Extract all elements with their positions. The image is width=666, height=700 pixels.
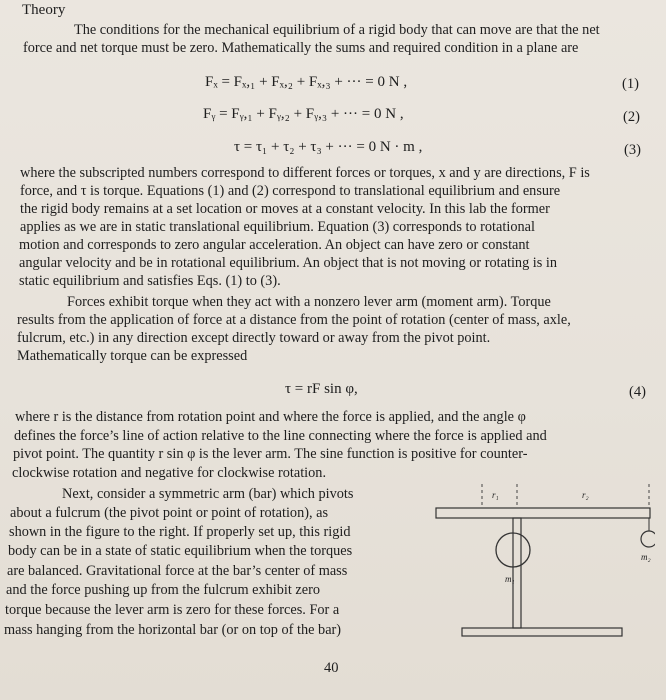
text-line: Next, consider a symmetric arm (bar) which pivots	[62, 486, 354, 502]
text-line: mass hanging from the horizontal bar (or on top of the bar)	[4, 622, 342, 638]
text-line: Forces exhibit torque when they act with a nonzero lever arm (moment arm). Torque	[67, 294, 551, 310]
text-line: static equilibrium and satisfies Eqs. (1) to (3).	[19, 273, 281, 289]
text-line: where the subscripted numbers correspond to different forces or torques, x and y are directions, F is	[20, 165, 590, 181]
text-line: about a fulcrum (the pivot point or point of rotation), as	[10, 505, 329, 521]
text-line: angular velocity and be in rotational equilibrium. An object that is not moving or rotating is in	[19, 255, 558, 271]
text-line: The conditions for the mechanical equilibrium of a rigid body that can move are that the net	[74, 22, 600, 38]
text-line: where r is the distance from rotation point and where the force is applied, and the angle φ	[15, 409, 526, 425]
text-line: applies as we are in static translational equilibrium. Equation (3) corresponds to rotational	[20, 219, 535, 235]
mass-m2	[641, 531, 655, 547]
equation-number-3: (3)	[624, 142, 641, 158]
text-line: force, and τ is torque. Equations (1) and (2) correspond to translational equilibrium and ensure	[20, 183, 561, 199]
equation-number-4: (4)	[629, 384, 646, 400]
text-line: pivot point. The quantity r sin φ is the lever arm. The sine function is positive for counter-	[13, 446, 528, 462]
text-line: torque because the lever arm is zero for these forces. For a	[5, 602, 340, 618]
text-line: clockwise rotation and negative for clockwise rotation.	[12, 465, 327, 481]
horizontal-bar	[436, 508, 650, 518]
text-line: defines the force’s line of action relative to the line connecting where the force is applied and	[14, 428, 547, 444]
text-line: and the force pushing up from the fulcrum exhibit zero	[6, 582, 321, 598]
equation-number-1: (1)	[622, 76, 639, 92]
fulcrum-base	[462, 628, 622, 636]
label-m1: m₁	[505, 574, 515, 584]
text-line: shown in the figure to the right. If properly set up, this rigid	[9, 524, 351, 540]
label-r2: r₂	[582, 490, 589, 500]
text-line: are balanced. Gravitational force at the bar’s center of mass	[7, 563, 348, 579]
text-line: motion and corresponds to zero angular acceleration. An object can have zero or constant	[19, 237, 530, 253]
text-line: the rigid body remains at a set location or moves at a constant velocity. In this lab the former	[20, 201, 550, 217]
text-line: body can be in a state of static equilibrium when the torques	[8, 543, 353, 559]
label-m2: m₂	[641, 552, 651, 562]
equation-1: Fₓ = Fₓ,₁ + Fₓ,₂ + Fₓ,₃ + ··· = 0 N ,	[205, 74, 408, 90]
text-line: force and net torque must be zero. Mathematically the sums and required condition in a plane are	[23, 40, 579, 56]
text-line: results from the application of force at a distance from the point of rotation (center of mass, axle,	[17, 312, 571, 328]
page-number: 40	[324, 660, 339, 676]
section-heading: Theory	[22, 2, 66, 18]
balance-figure	[430, 478, 655, 648]
equation-number-2: (2)	[623, 109, 640, 125]
equation-3: τ = τ₁ + τ₂ + τ₃ + ··· = 0 N · m ,	[234, 139, 423, 155]
text-line: Mathematically torque can be expressed	[17, 348, 248, 364]
equation-2: Fᵧ = Fᵧ,₁ + Fᵧ,₂ + Fᵧ,₃ + ··· = 0 N ,	[203, 106, 404, 122]
label-r1: r₁	[492, 490, 499, 500]
equation-4: τ = rF sin φ,	[285, 381, 358, 397]
text-line: fulcrum, etc.) in any direction except directly toward or away from the pivot point.	[17, 330, 491, 346]
